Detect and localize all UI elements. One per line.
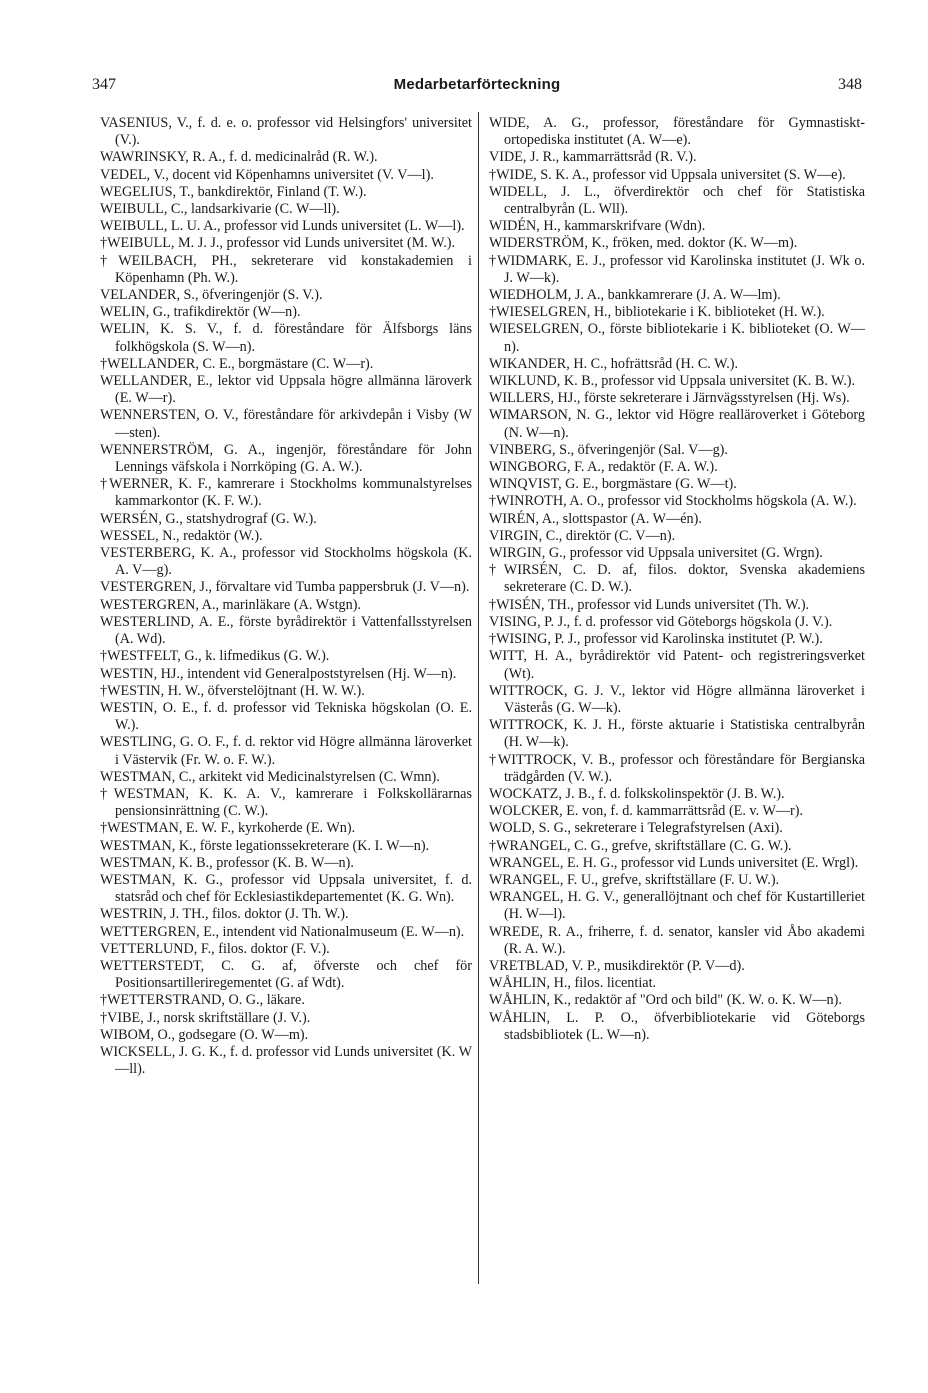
contributor-entry: WREDE, R. A., friherre, f. d. senator, kansler vid Åbo akademi (R. A. W.).: [489, 923, 865, 957]
contributor-entry: WESTIN, O. E., f. d. professor vid Tekniska högskolan (O. E. W.).: [100, 699, 472, 734]
right-column: [489, 115, 865, 1044]
contributor-entry: WOLCKER, E. von, f. d. kammarrättsråd (E. v. W—r).: [489, 803, 804, 820]
contributor-entry: WITTROCK, K. J. H., förste aktuarie i Statistiska centralbyrån (H. W—k).: [489, 717, 865, 751]
contributor-entry: WIDE, A. G., professor, föreståndare för Gymnastiskt-ortopediska institutet (A. W—e).: [489, 115, 865, 149]
contributor-entry: WETTERGREN, E., intendent vid Nationalmuseum (E. W—n).: [100, 923, 465, 940]
contributor-entry: †WINROTH, A. O., professor vid Stockholms högskola (A. W.).: [489, 493, 857, 510]
contributor-entry: VISING, P. J., f. d. professor vid Göteborgs högskola (J. V.).: [489, 613, 833, 630]
column-divider: [478, 112, 479, 1284]
contributor-entry: VIRGIN, C., direktör (C. V—n).: [489, 527, 676, 544]
contributor-entry: VINBERG, S., öfveringenjör (Sal. V—g).: [489, 441, 728, 458]
contributor-entry: WINQVIST, G. E., borgmästare (G. W—t).: [489, 476, 737, 493]
contributor-entry: WESTIN, HJ., intendent vid Generalpoststyrelsen (Hj. W—n).: [100, 665, 457, 682]
contributor-entry: WELIN, K. S. V., f. d. föreståndare för Älfsborgs läns folkhögskola (S. W—n).: [100, 321, 472, 355]
contributor-entry: WIDERSTRÖM, K., fröken, med. doktor (K. W—m).: [489, 235, 798, 252]
contributor-entry: WESTRIN, J. TH., filos. doktor (J. Th. W.).: [100, 906, 349, 923]
contributor-entry: WESTMAN, K., förste legationssekreterare (K. I. W—n).: [100, 837, 430, 854]
contributor-entry: WESTMAN, K. G., professor vid Uppsala universitet, f. d. statsråd och chef för Ecklesiastikdepartementet (K. G. Wn).: [100, 871, 472, 906]
contributor-entry: †VIBE, J., norsk skriftställare (J. V.).: [100, 1009, 311, 1026]
contributor-entry: †WITTROCK, V. B., professor och föreståndare för Bergianska trädgården (V. W.).: [489, 751, 865, 785]
contributor-entry: WESTLING, G. O. F., f. d. rektor vid Högre allmänna läroverket i Västervik (Fr. W. o. F. W.).: [100, 734, 472, 768]
page-title: Medarbetarförteckning: [393, 76, 561, 93]
contributor-entry: WEIBULL, L. U. A., professor vid Lunds universitet (L. W—l).: [100, 218, 465, 235]
contributor-entry: WIBOM, O., godsegare (O. W—m).: [100, 1026, 309, 1043]
contributor-entry: WENNERSTRÖM, G. A., ingenjör, föreståndare för John Lennings väfskola i Norrköping (G. A. W.).: [100, 441, 472, 476]
contributor-entry: WIESELGREN, O., förste bibliotekarie i K. biblioteket (O. W—n).: [489, 321, 865, 355]
contributor-entry: WAWRINSKY, R. A., f. d. medicinalråd (R. W.).: [100, 149, 378, 166]
contributor-entry: WETTERSTEDT, C. G. af, öfverste och chef för Positionsartilleriregementet (G. af Wdt).: [100, 957, 472, 992]
contributor-entry: VIDE, J. R., kammarrättsråd (R. V.).: [489, 149, 697, 166]
contributor-entry: WESTMAN, K. B., professor (K. B. W—n).: [100, 854, 354, 871]
contributor-entry: WIDÉN, H., kammarskrifvare (Wdn).: [489, 218, 706, 235]
contributor-entry: WIMARSON, N. G., lektor vid Högre realläroverket i Göteborg (N. W—n).: [489, 407, 865, 441]
contributor-entry: WESTERLIND, A. E., förste byrådirektör i Vattenfallsstyrelsen (A. Wd).: [100, 613, 472, 648]
contributor-entry: WRANGEL, E. H. G., professor vid Lunds universitet (E. Wrgl).: [489, 854, 859, 871]
contributor-entry: WÅHLIN, H., filos. licentiat.: [489, 975, 657, 992]
contributor-entry: WRANGEL, H. G. V., generallöjtnant och chef för Kustartilleriet (H. W—l).: [489, 889, 865, 923]
contributor-entry: †WERNER, K. F., kamrerare i Stockholms kommunalstyrelses kammarkontor (K. F. W.).: [100, 476, 472, 510]
contributor-entry: WICKSELL, J. G. K., f. d. professor vid Lunds universitet (K. W—ll).: [100, 1043, 472, 1078]
contributor-entry: WEGELIUS, T., bankdirektör, Finland (T. W.).: [100, 183, 367, 200]
contributor-entry: WINGBORG, F. A., redaktör (F. A. W.).: [489, 459, 718, 476]
contributor-entry: VESTERBERG, K. A., professor vid Stockholms högskola (K. A. V—g).: [100, 545, 472, 579]
contributor-entry: VETTERLUND, F., filos. doktor (F. V.).: [100, 940, 330, 957]
right-page-number: 348: [838, 76, 862, 93]
contributor-entry: †WESTFELT, G., k. lifmedikus (G. W.).: [100, 648, 330, 665]
contributor-entry: WERSÉN, G., statshydrograf (G. W.).: [100, 510, 317, 527]
contributor-entry: VRETBLAD, V. P., musikdirektör (P. V—d).: [489, 957, 745, 974]
contributor-entry: †WESTMAN, E. W. F., kyrkoherde (E. Wn).: [100, 820, 356, 837]
contributor-entry: WIRGIN, G., professor vid Uppsala universitet (G. Wrgn).: [489, 545, 823, 562]
contributor-entry: †WESTMAN, K. K. A. V., kamrerare i Folkskollärarnas pensionsinrättning (C. W.).: [100, 785, 472, 820]
contributor-entry: †WEILBACH, PH., sekreterare vid konstakademien i Köpenhamn (Ph. W.).: [100, 252, 472, 286]
contributor-entry: †WIDMARK, E. J., professor vid Karolinska institutet (J. Wk o. J. W—k).: [489, 252, 865, 286]
contributor-entry: WOCKATZ, J. B., f. d. folkskolinspektör (J. B. W.).: [489, 785, 785, 802]
contributor-entry: VESTERGREN, J., förvaltare vid Tumba pappersbruk (J. V—n).: [100, 579, 470, 596]
contributor-entry: WRANGEL, F. U., grefve, skriftställare (F. U. W.).: [489, 871, 780, 888]
contributor-entry: †WESTIN, H. W., öfverstelöjtnant (H. W. W.).: [100, 682, 365, 699]
contributor-entry: WOLD, S. G., sekreterare i Telegrafstyrelsen (Axi).: [489, 820, 783, 837]
contributor-entry: †WEIBULL, M. J. J., professor vid Lunds universitet (M. W.).: [100, 235, 456, 252]
contributor-entry: †WIESELGREN, H., bibliotekarie i K. biblioteket (H. W.).: [489, 304, 825, 321]
contributor-entry: WELIN, G., trafikdirektör (W—n).: [100, 304, 301, 321]
contributor-entry: WIEDHOLM, J. A., bankkamrerare (J. A. W—lm).: [489, 287, 781, 304]
contributor-entry: †WIDE, S. K. A., professor vid Uppsala universitet (S. W—e).: [489, 166, 846, 183]
contributor-entry: WESTMAN, C., arkitekt vid Medicinalstyrelsen (C. Wmn).: [100, 768, 440, 785]
contributor-entry: WIDELL, J. L., öfverdirektör och chef för Statistiska centralbyrån (L. Wll).: [489, 183, 865, 218]
contributor-entry: †WELLANDER, C. E., borgmästare (C. W—r).: [100, 355, 374, 372]
contributor-entry: WIKLUND, K. B., professor vid Uppsala universitet (K. B. W.).: [489, 373, 856, 390]
contributor-entry: VELANDER, S., öfveringenjör (S. V.).: [100, 287, 323, 304]
contributor-entry: WITTROCK, G. J. V., lektor vid Högre allmänna läroverket i Västerås (G. W—k).: [489, 682, 865, 716]
contributor-entry: †WETTERSTRAND, O. G., läkare.: [100, 992, 305, 1009]
contributor-entry: WESTERGREN, A., marinläkare (A. Wstgn).: [100, 596, 361, 613]
contributor-entry: VEDEL, V., docent vid Köpenhamns universitet (V. V—l).: [100, 166, 434, 183]
contributor-entry: †WISING, P. J., professor vid Karolinska institutet (P. W.).: [489, 631, 823, 648]
contributor-entry: WENNERSTEN, O. V., föreståndare för arkivdepån i Visby (W—sten).: [100, 407, 472, 441]
contributor-entry: †WISÉN, TH., professor vid Lunds universitet (Th. W.).: [489, 596, 810, 613]
contributor-entry: WÅHLIN, K., redaktör af "Ord och bild" (K. W. o. K. W—n).: [489, 992, 842, 1009]
contributor-entry: WELLANDER, E., lektor vid Uppsala högre allmänna läroverk (E. W—r).: [100, 373, 472, 407]
contributor-entry: WITT, H. A., byrådirektör vid Patent- och registreringsverket (Wt).: [489, 648, 865, 682]
contributor-entry: †WIRSÉN, C. D. af, filos. doktor, Svenska akademiens sekreterare (C. D. W.).: [489, 562, 865, 596]
page-header: [92, 76, 862, 104]
contributor-entry: †WRANGEL, C. G., grefve, skriftställare (C. G. W.).: [489, 837, 792, 854]
contributor-entry: WESSEL, N., redaktör (W.).: [100, 527, 263, 544]
contributor-entry: WEIBULL, C., landsarkivarie (C. W—ll).: [100, 201, 340, 218]
contributor-entry: WILLERS, HJ., förste sekreterare i Järnvägsstyrelsen (Hj. Ws).: [489, 390, 850, 407]
contributor-entry: WIRÉN, A., slottspastor (A. W—én).: [489, 510, 702, 527]
contributor-entry: WIKANDER, H. C., hofrättsråd (H. C. W.).: [489, 355, 739, 372]
contributor-entry: VASENIUS, V., f. d. e. o. professor vid Helsingfors' universitet (V.).: [100, 115, 472, 149]
contributor-entry: WÅHLIN, L. P. O., öfverbibliotekarie vid Göteborgs stadsbibliotek (L. W—n).: [489, 1009, 865, 1043]
left-column: [100, 115, 472, 1078]
left-page-number: 347: [92, 76, 116, 93]
